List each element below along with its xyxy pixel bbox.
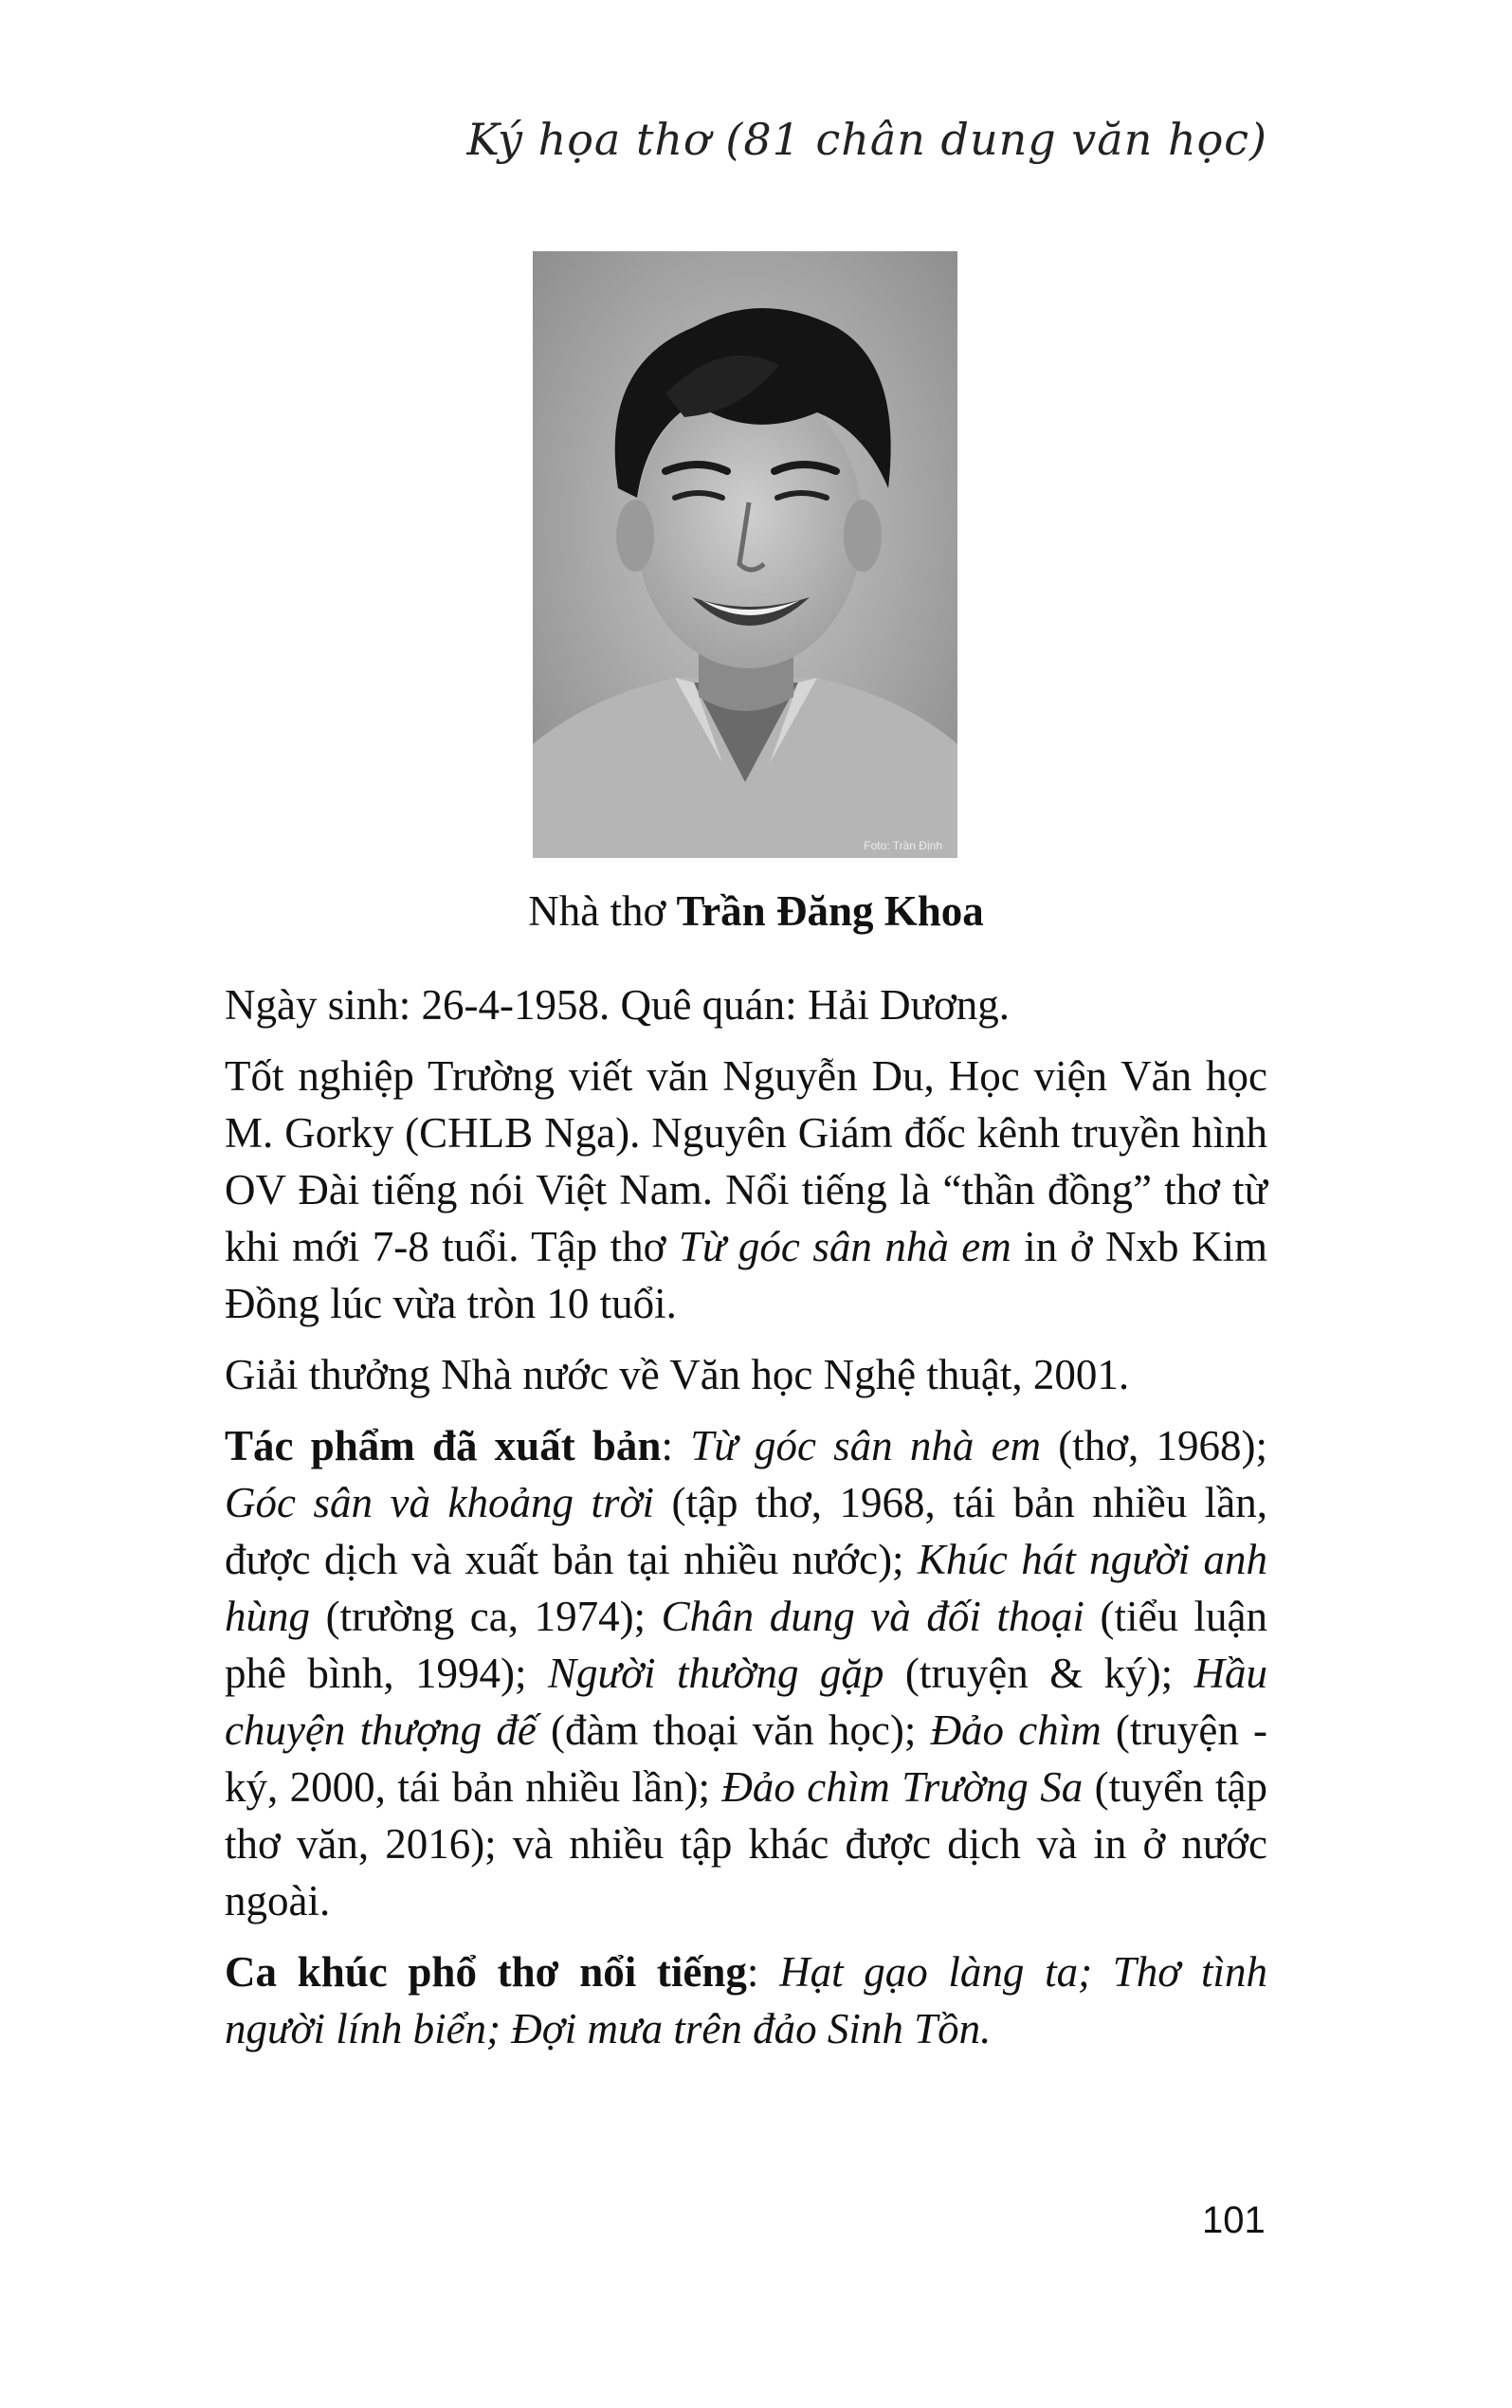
work-detail: (tuyển tập thơ văn, 2016); và nhiều tập khác được dịch và in ở nước ngoài. xyxy=(225,1763,1268,1925)
portrait-caption xyxy=(0,886,1512,936)
page-number: 101 xyxy=(1202,2199,1266,2241)
work-title: Từ góc sân nhà em xyxy=(690,1422,1042,1469)
bio-works xyxy=(225,1417,1267,1929)
work-title: Người thường gặp xyxy=(547,1650,884,1697)
bio-songs xyxy=(225,1943,1267,2057)
songs-label: Ca khúc phổ thơ nổi tiếng xyxy=(225,1948,747,1996)
biography xyxy=(225,976,1267,2071)
work-detail: (tiểu luận phê bình, 1994); xyxy=(225,1593,1267,1697)
work-detail: (trường ca, 1974); xyxy=(310,1593,662,1640)
work-title: Đảo chìm xyxy=(930,1706,1102,1754)
work-title: Góc sân và khoảng trời xyxy=(225,1479,655,1526)
work-detail: (thơ, 1968); xyxy=(1041,1422,1268,1469)
work-title: Hầu chuyện thượng đế xyxy=(225,1650,1268,1754)
work-title: Khúc hát người anh hùng xyxy=(225,1536,1267,1640)
portrait-drawing xyxy=(533,251,957,858)
works-colon: : xyxy=(661,1422,691,1469)
author-name: Trần Đăng Khoa xyxy=(676,887,984,935)
songs-list: Hạt gạo làng ta; Thơ tình người lính biển; Đợi mưa trên đảo Sinh Tồn. xyxy=(225,1948,1267,2052)
bio-award: Giải thưởng Nhà nước về Văn học Nghệ thuật, 2001. xyxy=(225,1351,1130,1398)
book-title: Từ góc sân nhà em xyxy=(678,1223,1011,1270)
works-label: Tác phẩm đã xuất bản xyxy=(225,1422,662,1469)
songs-colon: : xyxy=(746,1948,780,1996)
bio-birth: Ngày sinh: 26-4-1958. Quê quán: Hải Dương. xyxy=(225,981,1011,1029)
bio-education-text: Tốt nghiệp Trường viết văn Nguyễn Du, Học viện Văn học M. Gorky (CHLB Nga). Nguyên Giám đốc kênh truyền hình OV Đài tiếng nói Việt Nam. Nổi tiếng là “thần đồng” thơ từ khi mới 7-8 tuổi. Tập thơ xyxy=(225,1052,1267,1270)
work-title: Đảo chìm Trường Sa xyxy=(721,1763,1084,1811)
work-detail: (truyện & ký); xyxy=(884,1650,1194,1697)
bio-education-text-end: in ở Nxb Kim Đồng lúc vừa tròn 10 tuổi. xyxy=(225,1223,1267,1327)
work-detail: (truyện - ký, 2000, tái bản nhiều lần); xyxy=(225,1706,1267,1811)
author-portrait xyxy=(533,251,957,858)
photo-credit: Foto: Trần Định xyxy=(864,839,942,852)
bio-education xyxy=(225,1048,1267,1332)
work-title: Chân dung và đối thoại xyxy=(661,1593,1084,1640)
work-detail: (đàm thoại văn học); xyxy=(536,1706,931,1754)
caption-prefix: Nhà thơ xyxy=(528,887,677,935)
running-header: Ký họa thơ (81 chân dung văn học) xyxy=(466,114,1267,165)
work-detail: (tập thơ, 1968, tái bản nhiều lần, được dịch và xuất bản tại nhiều nước); xyxy=(225,1479,1267,1583)
